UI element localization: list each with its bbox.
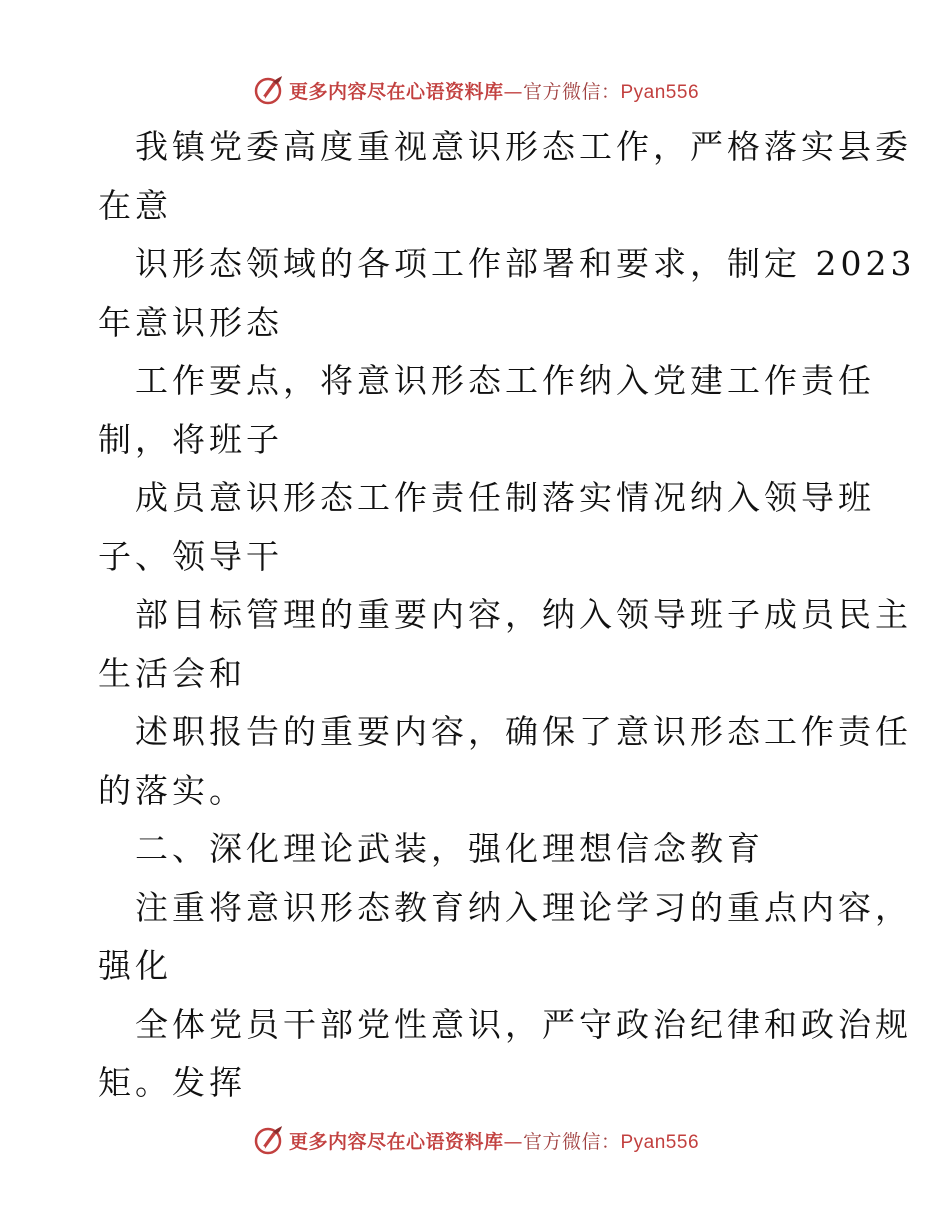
header-banner xyxy=(0,70,950,110)
banner-wechat-id: Pyan556 xyxy=(620,81,700,103)
text-line: 在意 xyxy=(98,185,172,225)
text-line: 子、领导干 xyxy=(98,536,283,576)
banner-wechat-label: 官方微信： xyxy=(522,80,621,103)
text-line: 部目标管理的重要内容，纳入领导班子成员民主 xyxy=(135,595,912,634)
text-line: 全体党员干部党性意识，严守政治纪律和政治规 xyxy=(135,1004,912,1044)
quill-pen-logo-icon xyxy=(251,73,285,107)
text-line: 制，将班子 xyxy=(98,419,283,459)
text-line: 的落实。 xyxy=(98,770,246,810)
text-line: 成员意识形态工作责任制落实情况纳入领导班 xyxy=(135,478,875,517)
text-line: 我镇党委高度重视意识形态工作，严格落实县委 xyxy=(135,127,912,166)
text-line: 注重将意识形态教育纳入理论学习的重点内容， xyxy=(135,887,912,927)
text-line: 矩。发挥 xyxy=(98,1063,246,1102)
banner-wechat-label: 官方微信： xyxy=(522,1130,621,1153)
text-line: 强化 xyxy=(98,946,172,985)
text-line: 生活会和 xyxy=(98,653,246,693)
quill-pen-logo-icon xyxy=(251,1123,285,1157)
text-line: 识形态领域的各项工作部署和要求，制定 2023 xyxy=(135,244,916,283)
document-body xyxy=(98,118,916,1113)
text-line: 年意识形态 xyxy=(98,302,283,342)
banner-brand-text: 更多内容尽在心语资料库 xyxy=(288,80,504,103)
footer-banner xyxy=(0,1120,950,1160)
banner-dash: — xyxy=(503,80,523,103)
text-line: 述职报告的重要内容，确保了意识形态工作责任 xyxy=(135,712,912,751)
text-line: 工作要点，将意识形态工作纳入党建工作责任 xyxy=(135,361,875,400)
text-line: 二、深化理论武装，强化理想信念教育 xyxy=(135,829,764,868)
banner-brand-text: 更多内容尽在心语资料库 xyxy=(288,1130,504,1153)
banner-dash: — xyxy=(503,1130,523,1153)
banner-wechat-id: Pyan556 xyxy=(620,1131,700,1153)
